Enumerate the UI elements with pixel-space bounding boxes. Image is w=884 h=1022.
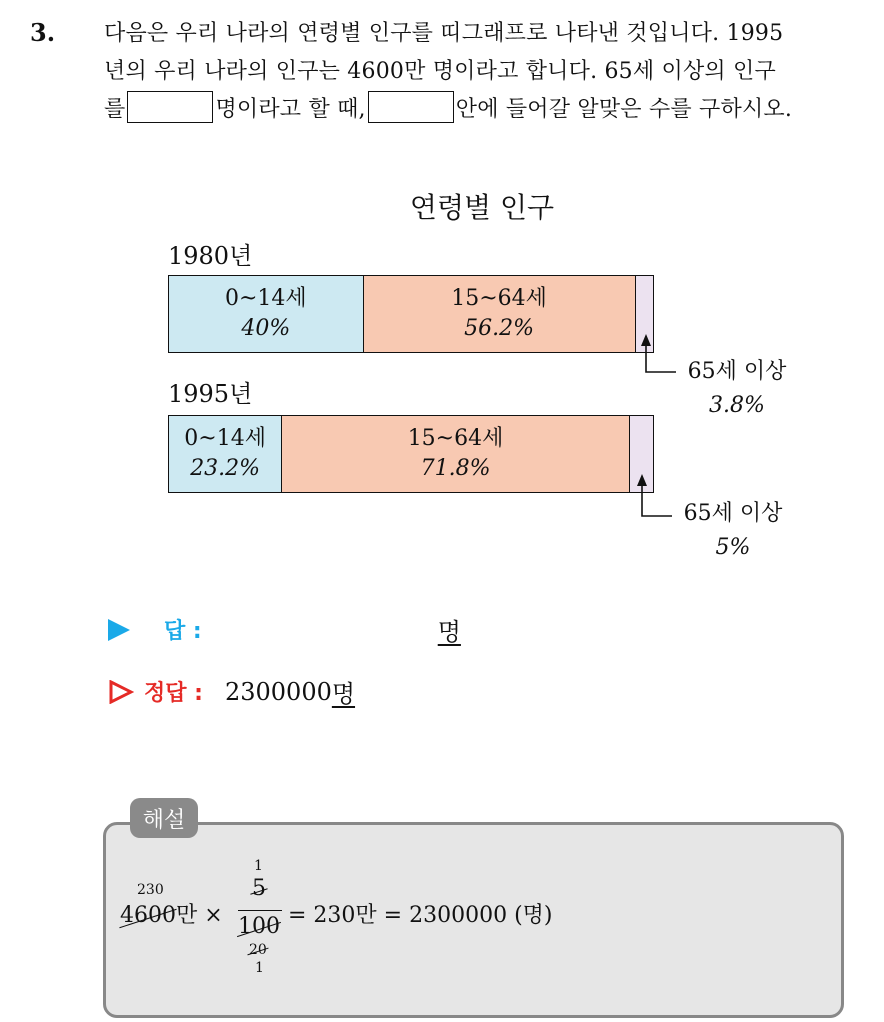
segment-1-2 (629, 416, 653, 492)
segment-label-value: 23.2% (190, 456, 261, 481)
chart-title: 연령별 인구 (409, 191, 555, 224)
answer-label: 답 : (164, 619, 202, 644)
segment-label-value: 40% (241, 316, 291, 341)
label-65plus-1980 (676, 355, 798, 423)
numerator (252, 876, 266, 901)
cancel-below-100 (249, 942, 267, 958)
struck-4600: 4600 (120, 903, 176, 928)
times-sign: × (204, 903, 223, 928)
segment-0-1 (363, 276, 635, 352)
year-label-1980: 1980년 (168, 242, 253, 270)
correct-value: 2300000 (224, 677, 332, 706)
answer-arrow-icon (108, 619, 130, 641)
correct-arrow-icon (108, 680, 134, 704)
question-line-3-b: 명이라고 할 때, (215, 97, 366, 122)
segment-0-0 (169, 276, 363, 352)
question-line-1: 다음은 우리 나라의 연령별 인구를 띠그래프로 나타낸 것입니다. 1995 (104, 21, 784, 46)
struck-100: 100 (238, 914, 280, 939)
segment-label-value: 56.2% (464, 316, 535, 341)
struck-20: 20 (249, 942, 267, 958)
label-65plus-1995-name: 65세 이상 (683, 501, 783, 526)
question-line-3-c: 안에 들어갈 알맞은 수를 구하시오. (455, 97, 793, 122)
answer-row (108, 612, 461, 647)
year-label-1995: 1995년 (168, 380, 253, 408)
answer-blank-2 (368, 91, 454, 123)
correct-answer-row (108, 674, 355, 709)
label-65plus-1980-name: 65세 이상 (687, 359, 787, 384)
segment-1-0 (169, 416, 281, 492)
segment-label-value: 71.8% (420, 456, 491, 481)
question-line-2: 년의 우리 나라의 인구는 4600만 명이라고 합니다. 65세 이상의 인구 (104, 59, 776, 84)
segment-label-name: 15~64세 (451, 286, 547, 311)
label-65plus-1980-pct: 3.8% (709, 393, 765, 418)
denominator (238, 914, 280, 939)
band-bar-1980 (168, 275, 654, 353)
question-number: 3. (30, 18, 56, 47)
man-unit: 만 (176, 903, 198, 928)
label-65plus-1995 (672, 497, 794, 565)
correct-label: 정답 : (144, 681, 203, 706)
segment-label-name: 0~14세 (224, 286, 307, 311)
question-line-3-a: 를 (104, 97, 126, 122)
answer-unit: 명 (437, 618, 461, 646)
struck-5: 5 (252, 876, 266, 901)
cancel-below-20: 1 (255, 960, 264, 976)
segment-label-name: 15~64세 (407, 426, 504, 451)
cancel-above-5: 1 (254, 858, 263, 874)
correct-unit: 명 (331, 680, 356, 708)
cancel-above-4600: 230 (137, 882, 164, 898)
answer-blank-1 (127, 91, 213, 123)
expression-left (120, 898, 223, 929)
expression-right: = 230만 = 2300000 (명) (288, 903, 553, 928)
question-line-3 (104, 91, 792, 123)
segment-label-name: 0~14세 (184, 426, 266, 451)
band-bar-1995 (168, 415, 654, 493)
segment-0-2 (635, 276, 653, 352)
explanation-tab: 해설 (130, 798, 198, 838)
label-65plus-1995-pct: 5% (715, 535, 751, 560)
fraction-bar (238, 910, 282, 911)
segment-1-1 (281, 416, 629, 492)
